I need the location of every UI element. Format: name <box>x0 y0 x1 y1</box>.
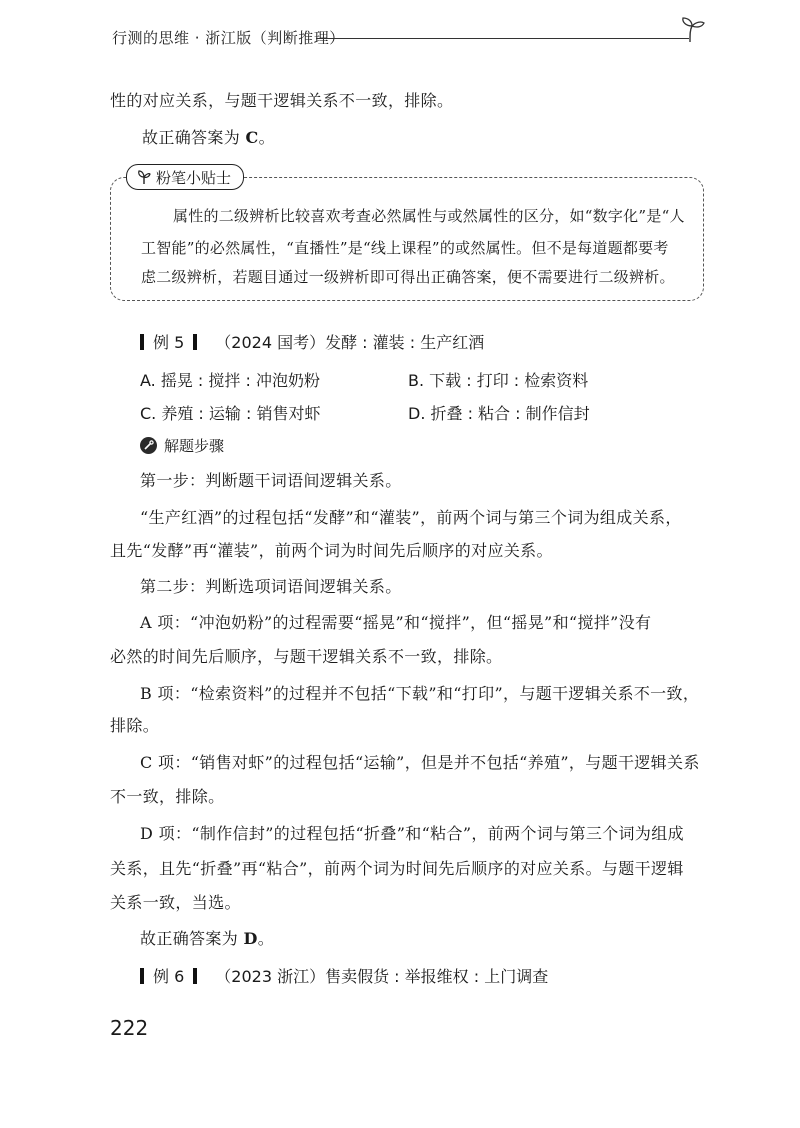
step-line: “生产红酒”的过程包括“发酵”和“灌装”，前两个词与第三个词为组成关系， <box>140 508 682 527</box>
option-analysis-line: B 项：“检索资料”的过程并不包括“下载”和“打印”，与题干逻辑关系不一致， <box>140 684 700 703</box>
option-analysis-line: 关系，且先“折叠”再“粘合”，前两个词为时间先后顺序的对应关系。与题干逻辑 <box>110 859 684 878</box>
example-label: 例 6 <box>153 967 185 986</box>
header-rule <box>316 38 689 39</box>
example-source: （2023 浙江） <box>215 967 326 986</box>
answer-prefix: 故正确答案为 <box>142 128 246 147</box>
option-analysis-line: 不一致，排除。 <box>110 787 225 806</box>
example-bar-right <box>193 968 197 984</box>
example-stem: 发酵 : 灌装 : 生产红酒 <box>325 333 485 352</box>
example-bar-right <box>193 334 197 350</box>
sprout-icon <box>136 169 152 185</box>
example-bar-left <box>140 968 144 984</box>
running-header-title: 行测的思维 · 浙江版（判断推理） <box>112 29 345 47</box>
option-a: A. 摇晃 : 搅拌 : 冲泡奶粉 <box>140 371 320 390</box>
answer-suffix: 。 <box>258 128 275 147</box>
steps-icon <box>140 437 157 454</box>
tip-badge-label: 粉笔小贴士 <box>156 168 232 187</box>
tip-badge <box>126 164 244 190</box>
option-c: C. 养殖 : 运输 : 销售对虾 <box>140 404 321 423</box>
steps-title: 解题步骤 <box>164 437 225 455</box>
answer-letter: C <box>245 128 259 147</box>
tip-line: 属性的二级辨析比较喜欢考查必然属性与或然属性的区分，如“数字化”是“人 <box>173 207 685 225</box>
step-line: 第二步：判断选项词语间逻辑关系。 <box>140 577 402 596</box>
step-line: 且先“发酵”再“灌装”，前两个词为时间先后顺序的对应关系。 <box>110 541 553 560</box>
option-analysis-line: 必然的时间先后顺序，与题干逻辑关系不一致，排除。 <box>110 647 503 666</box>
sprout-icon <box>678 14 708 44</box>
option-analysis-line: D 项：“制作信封”的过程包括“折叠”和“粘合”，前两个词与第三个词为组成 <box>140 824 684 843</box>
option-analysis-line: C 项：“销售对虾”的过程包括“运输”，但是并不包括“养殖”，与题干逻辑关系 <box>140 753 700 772</box>
option-b: B. 下载 : 打印 : 检索资料 <box>408 371 589 390</box>
answer-suffix: 。 <box>257 929 275 948</box>
example-stem: 售卖假货 : 举报维权 : 上门调查 <box>325 967 549 986</box>
option-analysis-line: 排除。 <box>110 716 160 735</box>
option-analysis-line: A 项：“冲泡奶粉”的过程需要“摇晃”和“搅拌”，但“摇晃”和“搅拌”没有 <box>140 613 652 632</box>
example-source: （2024 国考） <box>215 333 326 352</box>
tip-line: 工智能”的必然属性，“直播性”是“线上课程”的或然属性。但不是每道题都要考 <box>141 239 669 257</box>
option-analysis-line: 关系一致，当选。 <box>110 893 241 912</box>
answer-d-line <box>140 929 274 949</box>
answer-c-line <box>142 128 275 148</box>
tip-line: 虑二级辨析，若题目通过一级辨析即可得出正确答案，便不需要进行二级辨析。 <box>141 268 675 286</box>
continuation-line: 性的对应关系，与题干逻辑关系不一致，排除。 <box>110 91 454 110</box>
page-number: 222 <box>110 1016 149 1040</box>
example-bar-left <box>140 334 144 350</box>
step-line: 第一步：判断题干词语间逻辑关系。 <box>140 471 402 490</box>
answer-letter: D <box>243 929 258 948</box>
example-6-heading <box>140 964 548 987</box>
example-5-heading <box>140 330 484 353</box>
answer-prefix: 故正确答案为 <box>140 929 244 948</box>
example-label: 例 5 <box>153 333 185 352</box>
option-d: D. 折叠 : 粘合 : 制作信封 <box>408 404 590 423</box>
steps-heading <box>140 435 224 456</box>
